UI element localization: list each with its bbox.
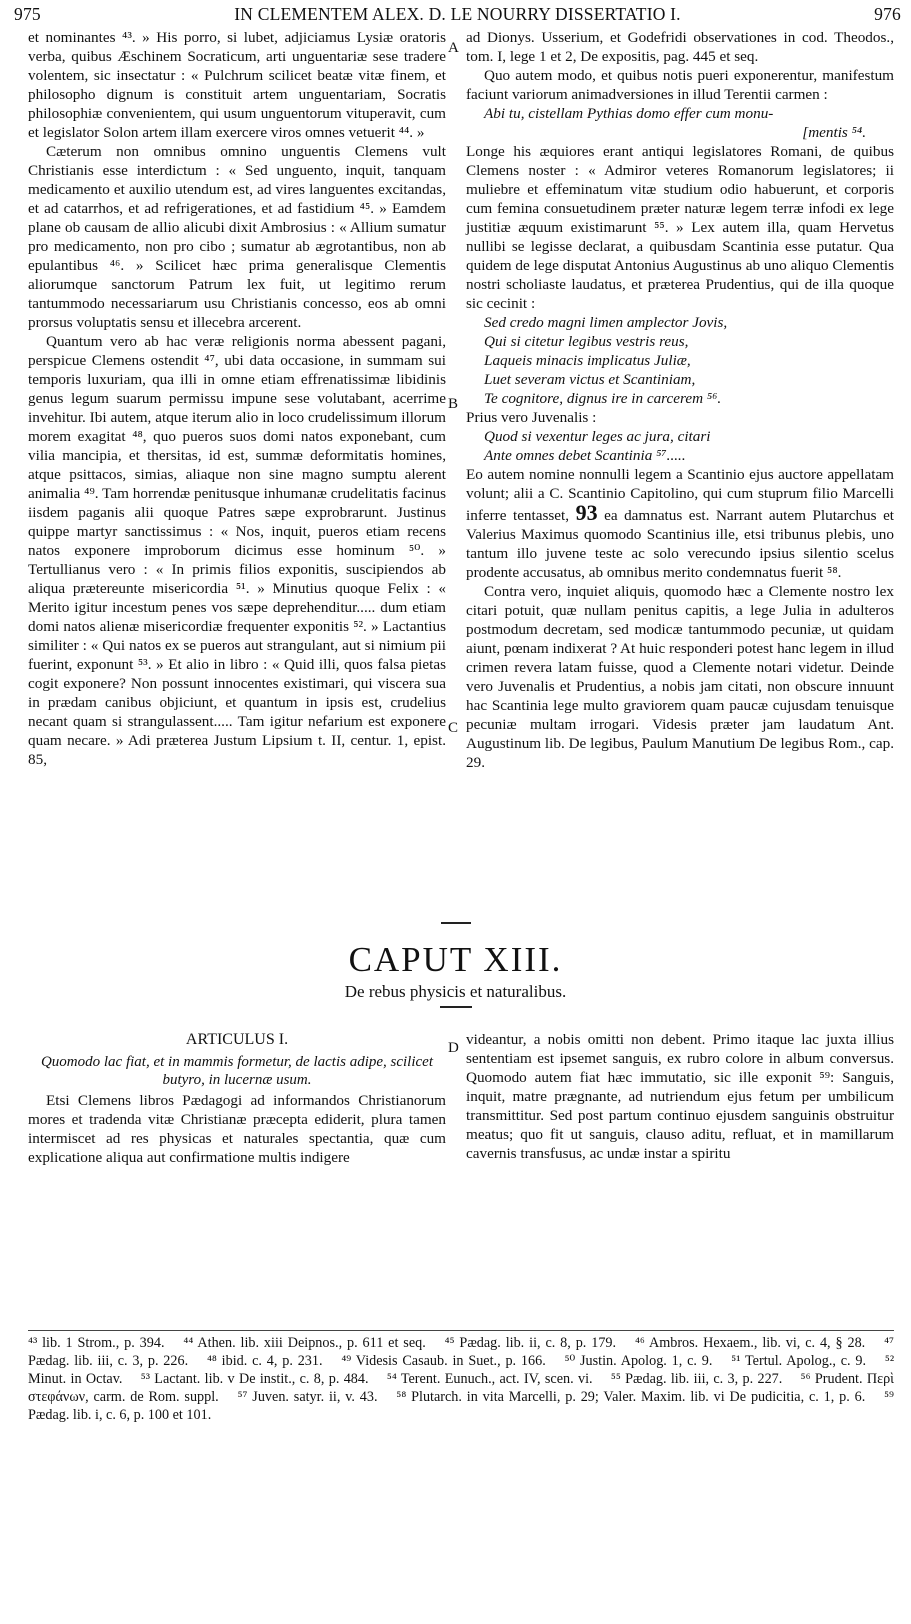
paragraph: ad Dionys. Usserium, et Godefridi observationes in cod. Theodos., tom. I, lege 1 et 2, De expositis, pag. 445 et seq.	[466, 29, 894, 65]
chapter-title: CAPUT XIII.	[348, 940, 563, 979]
paragraph: Contra vero, inquiet aliquis, quomodo hæc a Clemente nostro lex citari potuit, quæ nullam penitus capitis, a lege Julia in adulteros postmodum decretam, sed modicæ tantummodo pecuniæ, ut quidam aiunt, pœnam indixerat ? At huic responderi potest hanc legem in illud crimen revera latam fuisse, quod a Clemente notari videtur. Deinde vero Juvenalis et Prudentius, a nobis jam citati, non obscure innuunt hac Scantinia lege multo graviorem quam paucæ cujusdam tenuisque pecuniæ multam irrogari. Videsis præter jam laudatum Ant. Augustinum lib. De legibus, Paulum Manutium De legibus Rom., cap. 29.	[466, 583, 894, 771]
column-marker-c: C	[448, 720, 459, 736]
verse-line: Luet severam victus et Scantiniam,	[484, 371, 696, 388]
left-column-bottom	[28, 1006, 446, 1167]
footnote: ⁴³ lib. 1 Strom., p. 394.	[28, 1335, 165, 1351]
section-rule	[441, 922, 471, 924]
paragraph: et nominantes ⁴³. » His porro, si lubet, adjiciamus Lysiæ oratoris verba, quibus Æschinem Socraticum, arti unguentariæ sese tradere volentem, sic insectatur : « Pulchrum scilicet beatæ vitæ finem, et philosopho dignum is constituit artem unguentariam, Socratis philosophiæ convenientem, qui usum unguentorum vituperavit, cum et legislator Solon artem illam exercere viros omnes vetuerit ⁴⁴. »	[28, 29, 446, 141]
paragraph: Etsi Clemens libros Pædagogi ad informandos Christianorum mores et tradenda vitæ Christianæ præcepta ediderit, plura tamen intermiscet ad res physicas et naturales spectantia, quæ cum explicatione aliqua aut confirmatione multis indigere	[28, 1092, 446, 1166]
running-title: IN CLEMENTEM ALEX. D. LE NOURRY DISSERTATIO I.	[234, 4, 681, 24]
article-subtitle: Quomodo lac fiat, et in mammis formetur, de lactis adipe, scilicet butyro, in lucernæ usum.	[40, 1054, 434, 1088]
footnote: ⁴⁶ Ambros. Hexaem., lib. vi, c. 4, § 28.	[634, 1335, 866, 1351]
footnotes	[28, 1334, 894, 1424]
verse-line: Quod si vexentur leges ac jura, citari	[484, 428, 711, 445]
footnote: ⁵³ Lactant. lib. v De instit., c. 8, p. 484.	[140, 1371, 369, 1387]
paragraph-text: ea damnatus est. Narrant autem Plutarchus et Valerius Maximus quomodo Scantinius ille, etsi tribunus plebis, uno tantum illo juvene teste ac solo verecundo ipsius silentio scelus prodente accusatus, ab omnibus merito condemnatus fuerit ⁵⁸.	[466, 507, 895, 581]
footnote: ⁴⁷ Pædag. lib. iii, c. 3, p. 226.	[28, 1335, 895, 1369]
verse-line: Qui si citetur legibus vestris reus,	[484, 333, 689, 350]
paragraph: Quantum vero ab hac veræ religionis norma abessent pagani, perspicue Clemens ostendit ⁴⁷, ubi data occasione, in summam sui temporis luxuriam, qua illi in omne etiam effrenatissimæ libidinis genus legum suarum permissu impune sese volutabant, acerrime invehitur. Ibi autem, atque iterum alio in loco crudelissimum illorum morem exagitat ⁴⁸, quo pueros suos domi natos exponebant, cum vilia mancipia, et thersitas, id est, summæ deformitatis homines, atque psittacos, simias, aliaque non sine magno sumptu alerent animalia ⁴⁹. Tam horrendæ penitusque inhumanæ crudelitatis facinus iisdem paganis alii quoque Patres sæpe exprobrarunt. Justinus quippe martyr sanctissimus : « Nos, inquit, pueros etiam recens natos exponere improborum dicimus esse hominum ⁵⁰. » Tertullianus vero : « In primis filios exponitis, suscipiendos ab aliqua prætereunte misericordia ⁵¹. » Minutius quoque Felix : « Merito igitur incestum penes vos sæpe deprehenditur..... dum etiam domi natos alienæ misericordiæ frequenter exponitis ⁵². » Lactantius similiter : « Qui natos ex se pueros aut strangulant, aut si nimium pii fuerint, exponunt ⁵³. » Et alio in libro : « Quid illi, quos falsa pietas cogit exponere? Non possunt innocentes existimari, qui viscera sua in prædam canibus objiciunt, et quantum in ipsis est, crudelius necant quam si strangulassent..... Tam igitur nefarium est exponere quam necare. » Adi præterea Justum Lipsium t. II, centur. 1, epist. 85,	[28, 333, 446, 768]
verse-line: Ante omnes debet Scantinia ⁵⁷.....	[484, 447, 686, 464]
footnote: ⁵⁹ Pædag. lib. i, c. 6, p. 100 et 101.	[28, 1389, 895, 1423]
footnote: ⁵¹ Tertul. Apolog., c. 9.	[731, 1353, 867, 1369]
right-column-top	[466, 28, 894, 772]
column-marker-d: D	[448, 1040, 459, 1056]
footnote: ⁵⁷ Juven. satyr. ii, v. 43.	[237, 1389, 378, 1405]
paragraph: Prius vero Juvenalis :	[466, 409, 597, 426]
verse-line: [mentis ⁵⁴.	[802, 124, 866, 141]
paragraph: videantur, a nobis omitti non debent. Primo itaque lac juxta illius sententiam est ipsemet sanguis, ex rubro colore in album conversus. Quomodo autem fiat hæc immutatio, sic ille exponit ⁵⁹: Sanguis, inquit, matre prægnante, ad nutriendum ejus fetum per umbilicum transmittitur. Sed post partum continuo ejusdem sanguinis obstruitur meatus; quo fit ut sanguis, clauso aditu, refluat, et in mamillarum cavernis transfusus, ac undæ instar a spiritu	[466, 1031, 894, 1162]
paragraph	[466, 465, 894, 582]
footnote: ⁵⁴ Terent. Eunuch., act. IV, scen. vi.	[386, 1371, 593, 1387]
page-number-left: 975	[14, 4, 41, 24]
left-column-top	[28, 28, 446, 769]
footnote: ⁴⁸ ibid. c. 4, p. 231.	[206, 1353, 323, 1369]
footnote-rule	[28, 1330, 894, 1331]
paragraph-text: Eo autem nomine nonnulli legem a Scantinio ejus auctore appellatam volunt; alii a C. Scantinio Capitolino, qui cum stuprum filio Marcelli inferre tentasset,	[466, 466, 894, 524]
chapter-subtitle: De rebus physicis et naturalibus.	[344, 982, 567, 1001]
article-title: ARTICULUS I.	[185, 1031, 289, 1048]
running-header	[14, 4, 901, 28]
verse-line: Sed credo magni limen amplector Jovis,	[484, 314, 728, 331]
footnote: ⁵⁶ Prudent. Περὶ στεφάνων, carm. de Rom. suppl.	[28, 1371, 894, 1405]
verse-quote	[466, 104, 894, 142]
footnote: ⁵² Minut. in Octav.	[28, 1353, 895, 1387]
footnote: ⁴⁹ Videsis Casaub. in Suet., p. 166.	[341, 1353, 546, 1369]
page-number-right: 976	[874, 4, 901, 24]
paragraph: Quo autem modo, et quibus notis pueri exponerentur, manifestum faciunt variorum animadversiones in illud Terentii carmen :	[466, 67, 894, 103]
verse-line: Te cognitore, dignus ire in carcerem ⁵⁶.	[484, 390, 722, 407]
footnote: ⁵⁵ Pædag. lib. iii, c. 3, p. 227.	[610, 1371, 783, 1387]
footnote: ⁵⁸ Plutarch. in vita Marcelli, p. 29; Valer. Maxim. lib. vi De pudicitia, c. 1, p. 6.	[396, 1389, 866, 1405]
migne-column-number: 93	[575, 500, 598, 525]
paragraph: Cæterum non omnibus omnino unguentis Clemens vult Christianis esse interdictum : « Sed unguento, inquit, tanquam medicamento et auxilio utendum est, ad vires languentes excitandas, et ad catarrhos, et ad refrigerationes, et ad fastidium ⁴⁵. » Eamdem plane ob causam de allio alicubi dixit Ambrosius : « Allium sumatur pro medicamento, non pro cibo ; sumatur ab ægrotantibus, non ab epulantibus ⁴⁶. » Scilicet hæc prima generalisque Clementis aliorumque sanctorum Patrum lex fuit, ut legitimo rerum tantummodo necessariarum usu Christianis concesso, eos ab omni prorsus voluptatis sensu et illecebra arcerent.	[28, 143, 446, 331]
paragraph: Longe his æquiores erant antiqui legislatores Romani, de quibus Clemens noster : « Admiror veteres Romanorum legislatores; ii muliebre et effeminatum vitæ studium odio habuerunt, et corporis cum femina consuetudinem præter naturæ legem terræ infodi ex lege justitiæ æquum existimarunt ⁵⁵. » Lex autem illa, quam Hervetus nullibi se legisse declarat, a quibusdam Scantinia esse putatur. Qua quidem de lege disputat Antonius Augustinus ab uno aliquo Clementis nostri scholiaste laudatus, et præterea Prudentius, qui de illa quoque sic cecinit :	[466, 143, 894, 312]
verse-line: Abi tu, cistellam Pythias domo effer cum monu-	[484, 105, 774, 122]
column-marker-b: B	[448, 396, 459, 412]
footnote: ⁴⁴ Athen. lib. xiii Deipnos., p. 611 et seq.	[183, 1335, 426, 1351]
verse-line: Laqueis minacis implicatus Juliæ,	[484, 352, 691, 369]
right-column-bottom	[466, 1030, 894, 1163]
verse-quote	[466, 427, 894, 465]
column-marker-a: A	[448, 40, 459, 56]
footnote: ⁴⁵ Pædag. lib. ii, c. 8, p. 179.	[444, 1335, 617, 1351]
verse-quote	[466, 313, 894, 408]
footnote: ⁵⁰ Justin. Apolog. 1, c. 9.	[564, 1353, 713, 1369]
